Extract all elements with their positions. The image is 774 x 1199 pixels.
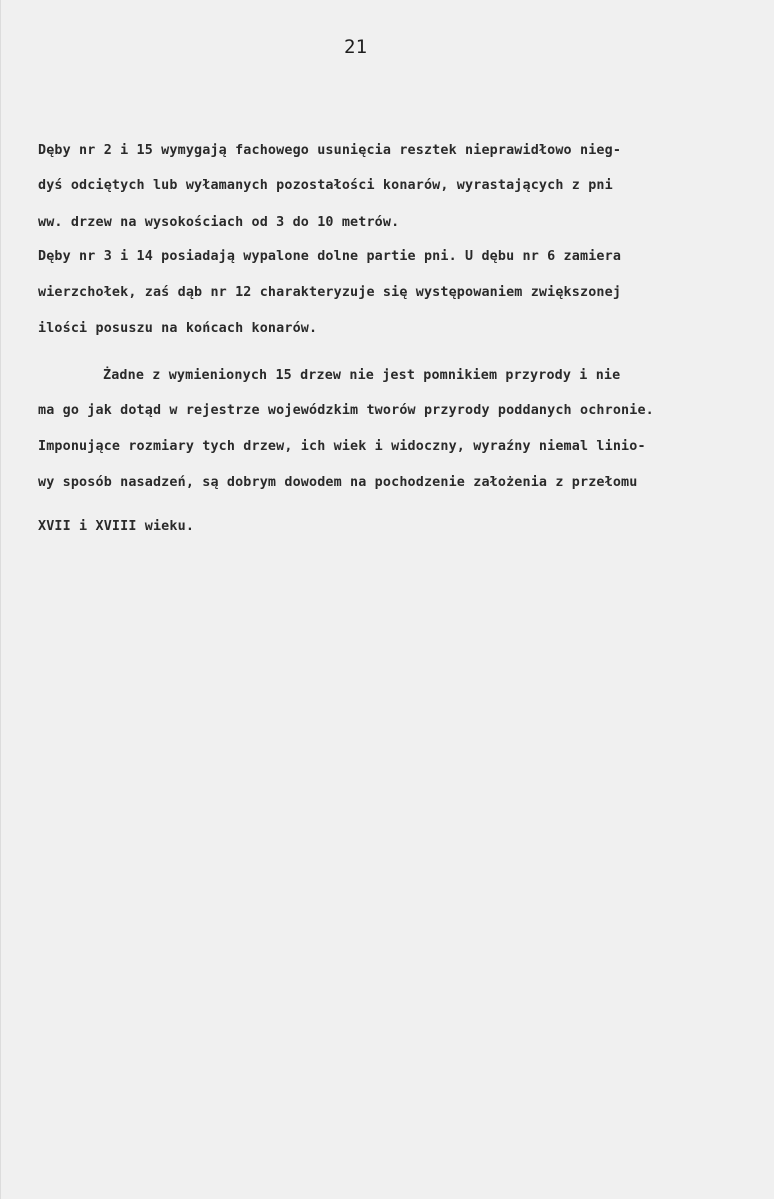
text-line-2: dyś odciętych lub wyłamanych pozostałości konarów, wyrastających z pni	[38, 178, 613, 193]
text-line-11: XVII i XVIII wieku.	[38, 519, 195, 534]
text-line-4: Dęby nr 3 i 14 posiadają wypalone dolne partie pni. U dębu nr 6 zamiera	[38, 249, 622, 264]
text-line-6: ilości posuszu na końcach konarów.	[38, 321, 318, 336]
text-line-9: Imponujące rozmiary tych drzew, ich wiek i widoczny, wyraźny niemal linio-	[38, 439, 646, 454]
text-line-10: wy sposób nasadzeń, są dobrym dowodem na pochodzenie założenia z przełomu	[38, 475, 638, 490]
page-number: 21	[344, 36, 368, 58]
text-line-5: wierzchołek, zaś dąb nr 12 charakteryzuje się występowaniem zwiększonej	[38, 285, 622, 300]
text-line-8: ma go jak dotąd w rejestrze wojewódzkim tworów przyrody poddanych ochronie.	[38, 403, 654, 418]
text-line-1: Dęby nr 2 i 15 wymygają fachowego usunięcia resztek nieprawidłowo nieg-	[38, 143, 622, 158]
text-line-7: Żadne z wymienionych 15 drzew nie jest pomnikiem przyrody i nie	[103, 368, 621, 383]
text-line-3: ww. drzew na wysokościach od 3 do 10 metrów.	[38, 215, 400, 230]
